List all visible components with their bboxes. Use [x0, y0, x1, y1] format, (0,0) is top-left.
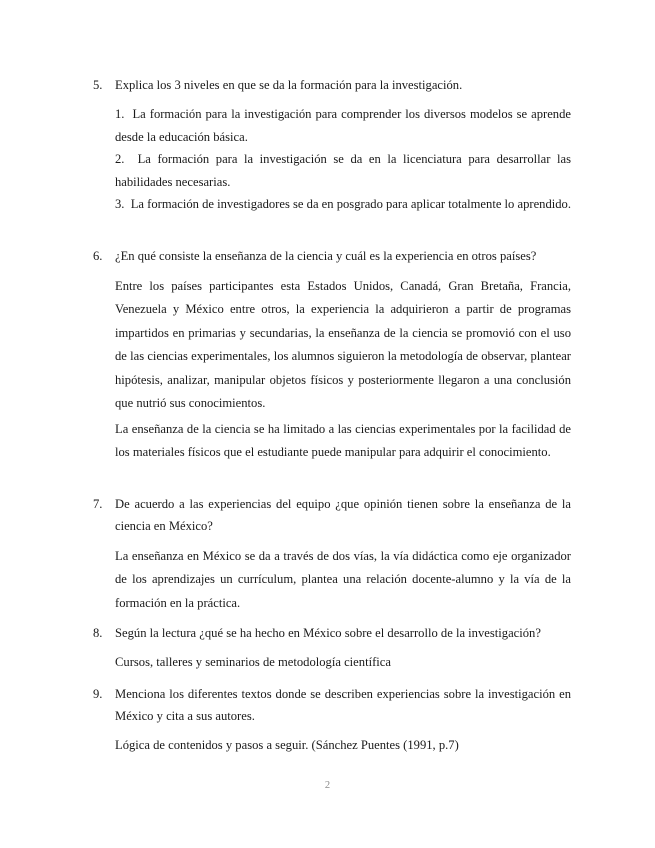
answer-paragraph: Cursos, talleres y seminarios de metodología científica [115, 655, 391, 669]
question-text: De acuerdo a las experiencias del equipo ¿que opinión tienen sobre la enseñanza de la ciencia en México? [115, 497, 571, 533]
question-text: Explica los 3 niveles en que se da la formación para la investigación. [115, 78, 463, 92]
question-text: Según la lectura ¿qué se ha hecho en México sobre el desarrollo de la investigación? [115, 626, 541, 640]
question-9 [93, 683, 571, 727]
page-number: 2 [324, 780, 331, 791]
list-item: 3. La formación de investigadores se da en posgrado para aplicar totalmente lo aprendido. [115, 197, 572, 211]
question-number: 6. [93, 249, 103, 263]
question-8 [93, 622, 571, 644]
answer-paragraph: Lógica de contenidos y pasos a seguir. (Sánchez Puentes (1991, p.7) [115, 738, 459, 752]
question-7 [93, 493, 571, 537]
answer-paragraph: La enseñanza de la ciencia se ha limitado a las ciencias experimentales por la facilidad de los materiales físicos que el estudiante puede manipular para adquirir el conocimiento. [115, 422, 571, 460]
list-item: 1. La formación para la investigación para comprender los diversos modelos se aprende desde la educación básica. [115, 107, 571, 144]
question-number: 7. [93, 497, 103, 511]
question-text: Menciona los diferentes textos donde se describen experiencias sobre la investigación en México y cita a sus autores. [115, 687, 571, 723]
list-item: 2. La formación para la investigación se da en la licenciatura para desarrollar las habilidades necesarias. [115, 152, 571, 189]
answer-paragraph: Entre los países participantes esta Estados Unidos, Canadá, Gran Bretaña, Francia, Venezuela y México entre otros, la experiencia la adquirieron a partir de programas impartidos en primarias y secundarias, la enseñanza de la ciencia se promovió con el uso de las ciencias experimentales, los alumnos siguieron la metodología de observar, plantear hipótesis, analizar, manipular objetos físicos y posteriormente llegaron a una conclusión que nutrió sus conocimientos. [115, 279, 571, 411]
question-5 [93, 74, 571, 96]
question-number: 5. [93, 78, 103, 92]
question-number: 8. [93, 626, 103, 640]
question-6 [93, 245, 571, 267]
question-number: 9. [93, 687, 103, 701]
answer-paragraph: La enseñanza en México se da a través de dos vías, la vía didáctica como eje organizador de los aprendizajes un currículum, plantea una relación docente-alumno y la vía de la formación en la práctica. [115, 549, 571, 610]
question-text: ¿En qué consiste la enseñanza de la ciencia y cuál es la experiencia en otros países? [115, 249, 537, 263]
